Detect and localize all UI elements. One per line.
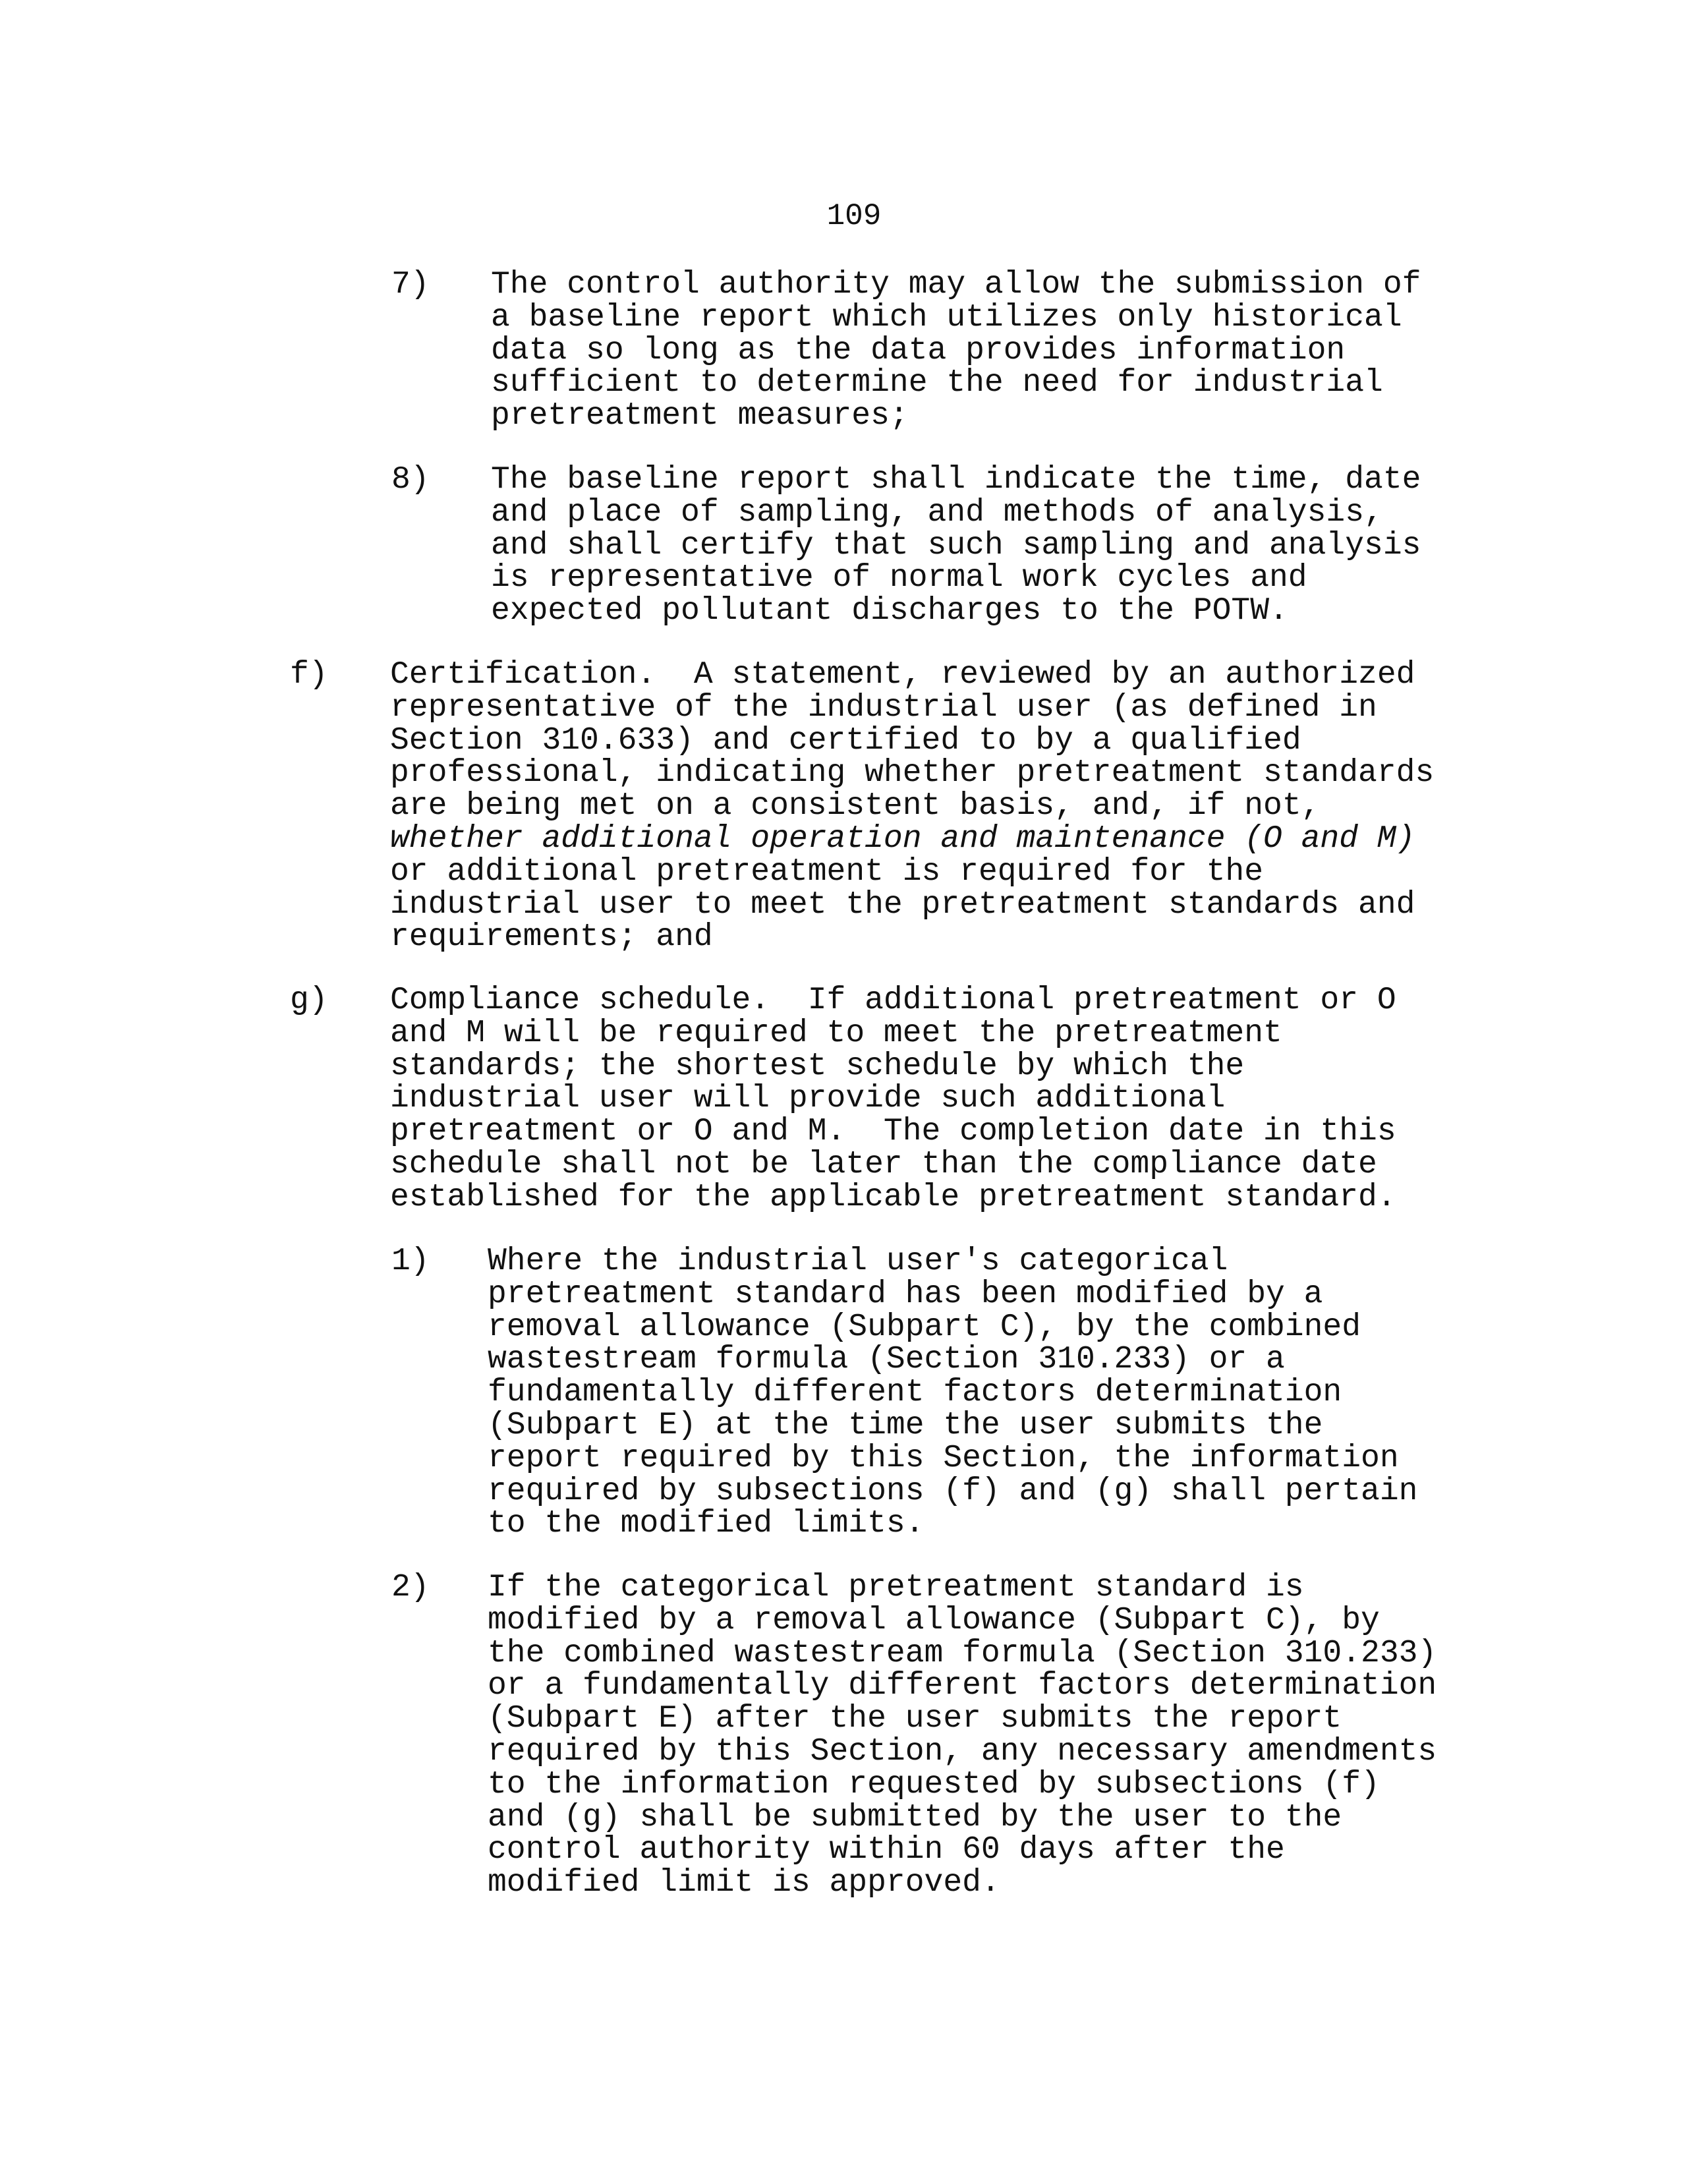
item-g2-line: and (g) shall be submitted by the user to the bbox=[488, 1799, 1342, 1835]
item-g-line: schedule shall not be later than the compliance date bbox=[390, 1146, 1377, 1182]
item-g-line: and M will be required to meet the pretreatment bbox=[390, 1015, 1282, 1051]
item-f-line: are being met on a consistent basis, and, if not, bbox=[390, 788, 1321, 824]
item-f-line: requirements; and bbox=[390, 919, 713, 956]
item-g1-line: report required by this Section, the information bbox=[488, 1440, 1399, 1476]
item-g1-text bbox=[488, 1246, 1417, 1541]
item-8-line: The baseline report shall indicate the time, date bbox=[491, 462, 1421, 498]
item-g2-line: control authority within 60 days after the bbox=[488, 1832, 1285, 1868]
item-g1-line: wastestream formula (Section 310.233) or a bbox=[488, 1342, 1285, 1378]
item-g2-line: (Subpart E) after the user submits the report bbox=[488, 1701, 1342, 1737]
item-g1-line: Where the industrial user's categorical bbox=[488, 1244, 1228, 1279]
item-g1-line: removal allowance (Subpart C), by the combined bbox=[488, 1309, 1361, 1345]
item-7-line: sufficient to determine the need for industrial bbox=[491, 365, 1383, 401]
item-g2-label: 2) bbox=[391, 1570, 430, 1605]
item-g1-line: to the modified limits. bbox=[488, 1506, 925, 1542]
item-7-line: pretreatment measures; bbox=[491, 398, 909, 434]
item-g-line: Compliance schedule. If additional pretreatment or O bbox=[390, 983, 1396, 1018]
item-f-label: f) bbox=[290, 657, 328, 693]
item-f-line: professional, indicating whether pretreatment standards bbox=[390, 755, 1435, 791]
item-7-line: data so long as the data provides information bbox=[491, 332, 1346, 368]
item-f-text bbox=[390, 659, 1434, 954]
page-number: 109 bbox=[826, 199, 882, 233]
item-g2-line: to the information requested by subsections (f) bbox=[488, 1766, 1380, 1802]
item-8-line: expected pollutant discharges to the POTW. bbox=[491, 593, 1288, 629]
item-g2-line: the combined wastestream formula (Section 310.233) bbox=[488, 1635, 1437, 1671]
item-f-line: representative of the industrial user (as defined in bbox=[390, 689, 1377, 726]
item-g1-line: required by subsections (f) and (g) shall pertain bbox=[488, 1473, 1418, 1509]
item-f-line: Section 310.633) and certified to by a qualified bbox=[390, 722, 1301, 759]
item-7-line: a baseline report which utilizes only historical bbox=[491, 299, 1402, 335]
item-g2-text bbox=[488, 1572, 1437, 1900]
item-g-line: established for the applicable pretreatment standard. bbox=[390, 1179, 1396, 1215]
item-7-line: The control authority may allow the submission of bbox=[491, 267, 1421, 302]
item-f-line: industrial user to meet the pretreatment standards and bbox=[390, 886, 1415, 923]
item-g2-line: modified limit is approved. bbox=[488, 1865, 1000, 1901]
item-g1-line: (Subpart E) at the time the user submits the bbox=[488, 1407, 1323, 1443]
item-f-line: Certification. A statement, reviewed by an authorized bbox=[390, 657, 1415, 693]
item-7-text bbox=[491, 269, 1421, 433]
item-g-label: g) bbox=[290, 983, 328, 1018]
item-8-line: is representative of normal work cycles and bbox=[491, 560, 1307, 596]
item-8-label: 8) bbox=[391, 462, 430, 498]
item-8-line: and place of sampling, and methods of analysis, bbox=[491, 494, 1383, 531]
item-g2-line: If the categorical pretreatment standard is bbox=[488, 1570, 1304, 1605]
item-7-label: 7) bbox=[391, 267, 430, 302]
item-g-line: standards; the shortest schedule by which the bbox=[390, 1048, 1245, 1084]
item-f-line: whether additional operation and maintenance (O and M) bbox=[390, 820, 1415, 857]
item-g-line: industrial user will provide such additional bbox=[390, 1081, 1226, 1117]
item-g2-line: or a fundamentally different factors determination bbox=[488, 1668, 1437, 1704]
item-g1-label: 1) bbox=[391, 1244, 430, 1279]
item-8-line: and shall certify that such sampling and analysis bbox=[491, 527, 1421, 563]
item-8-text bbox=[491, 464, 1421, 628]
item-g-text bbox=[390, 985, 1396, 1215]
item-f-line: or additional pretreatment is required for the bbox=[390, 853, 1264, 890]
item-g2-line: modified by a removal allowance (Subpart C), by bbox=[488, 1602, 1380, 1638]
item-g1-line: pretreatment standard has been modified by a bbox=[488, 1276, 1323, 1312]
item-g2-line: required by this Section, any necessary amendments bbox=[488, 1733, 1437, 1769]
item-g-line: pretreatment or O and M. The completion date in this bbox=[390, 1114, 1396, 1150]
item-g1-line: fundamentally different factors determination bbox=[488, 1375, 1342, 1411]
